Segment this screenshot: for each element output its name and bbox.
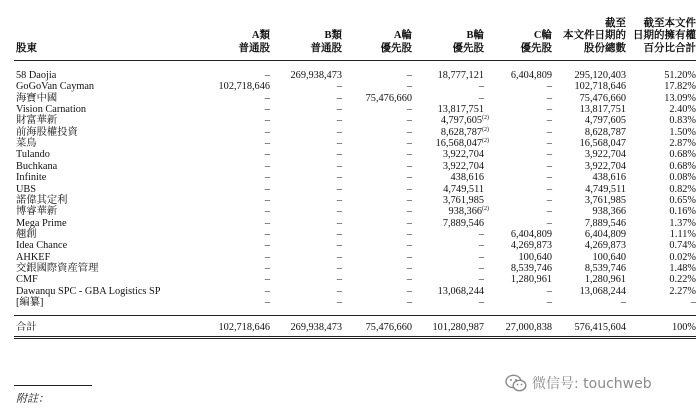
header-col-ownership-line3: 百分比合計 (643, 42, 696, 54)
total-divider-top (14, 315, 696, 316)
share-value: 8,628,787 (584, 126, 626, 138)
table-row (0, 252, 700, 263)
share-value: 13,817,751 (579, 104, 626, 116)
share-value: 2.40% (669, 104, 696, 116)
share-value: 8,539,746 (584, 262, 626, 274)
share-value: – (406, 149, 412, 161)
share-value: 75,476,660 (365, 92, 412, 104)
share-value: 0.16% (669, 206, 696, 218)
table-row (0, 286, 700, 297)
table-row (0, 161, 700, 172)
shareholder-name: 菜鳥 (16, 138, 37, 150)
share-value: – (264, 126, 270, 138)
share-value-text: 8,628,787 (440, 126, 482, 138)
shareholder-name: Infinite (16, 172, 47, 184)
header-col-a-line1: A類 (251, 30, 270, 41)
shareholder-name: Dawanqu SPC - GBA Logistics SP (16, 285, 161, 297)
share-value (449, 206, 489, 217)
total-value: 576,415,604 (574, 322, 626, 333)
share-value: – (406, 138, 412, 150)
share-value: – (406, 251, 412, 263)
shareholder-name: AHKEF (16, 251, 51, 263)
share-value: 13,817,751 (437, 104, 484, 116)
share-value: – (546, 160, 552, 172)
share-value: 0.08% (669, 172, 696, 184)
share-value: 1.48% (669, 262, 696, 274)
table-row (0, 115, 700, 126)
share-value: 438,616 (450, 172, 484, 184)
shareholder-name: Mega Prime (16, 217, 67, 229)
header-col-ownership-line2: 日期的擁有權 (633, 30, 696, 41)
share-value: – (336, 183, 342, 195)
share-value: – (478, 81, 484, 93)
share-value: 13,068,244 (579, 285, 626, 297)
footnote-divider (14, 385, 92, 386)
share-value: – (478, 262, 484, 274)
header-col-ownership-line1: 截至本文件 (643, 17, 696, 29)
share-value: 3,922,704 (584, 149, 626, 161)
footnote-label: 附註： (16, 393, 49, 405)
share-value: – (264, 217, 270, 229)
share-value (436, 138, 489, 149)
share-value: – (478, 92, 484, 104)
shareholder-name: CMF (16, 274, 38, 286)
header-shareholder: 股東 (16, 42, 37, 54)
share-value: – (336, 160, 342, 172)
share-value-text: 938,366 (448, 206, 482, 218)
share-value: 13,068,244 (437, 285, 484, 297)
share-value: 0.68% (669, 160, 696, 172)
table-row (0, 206, 700, 217)
header-col-series-c-line1: C輪 (533, 30, 552, 41)
share-value: – (264, 160, 270, 172)
table-row (0, 274, 700, 285)
total-value: 75,476,660 (365, 322, 412, 333)
share-value: – (264, 297, 270, 308)
share-value: – (546, 183, 552, 195)
total-value: 102,718,646 (218, 322, 270, 333)
share-value (441, 127, 489, 138)
share-value: – (546, 126, 552, 138)
share-value: – (546, 81, 552, 93)
share-value: 75,476,660 (579, 92, 626, 104)
share-value: 938,366 (592, 206, 626, 218)
share-value: – (620, 297, 626, 308)
share-value: – (478, 297, 484, 308)
table-row (0, 229, 700, 240)
header-col-ownership-pct (606, 0, 696, 58)
watermark-text: 微信号: touchweb (532, 376, 652, 392)
total-value: 101,280,987 (432, 322, 484, 333)
share-value: 4,749,511 (443, 183, 484, 195)
share-value: 1,280,961 (584, 274, 626, 286)
share-value: – (336, 206, 342, 218)
share-value: 6,404,809 (584, 228, 626, 240)
share-value: – (336, 228, 342, 240)
share-value: – (336, 285, 342, 297)
shareholder-name: 諾偉其定利 (16, 194, 68, 206)
share-value: 8,539,746 (510, 262, 552, 274)
table-row (0, 240, 700, 251)
share-value: 1.11% (669, 228, 696, 240)
footnote-marker: (2) (482, 138, 489, 145)
header-col-b-line2: 普通股 (310, 42, 342, 54)
share-value: – (546, 149, 552, 161)
shareholder-name: 前海股權投資 (16, 126, 78, 138)
total-divider-bottom-2 (14, 338, 696, 339)
shareholder-name: 財富華新 (16, 115, 58, 127)
share-value: – (406, 104, 412, 116)
total-value: 100% (671, 322, 696, 333)
share-value: 2.27% (669, 285, 696, 297)
share-value: 51.20% (664, 70, 696, 81)
footnote-marker: (2) (482, 126, 489, 133)
share-value: – (336, 262, 342, 274)
share-value: 0.65% (669, 194, 696, 206)
table-row (0, 81, 700, 92)
header-col-series-a-line1: A輪 (393, 30, 412, 41)
table-header (0, 0, 700, 58)
share-value: 4,269,873 (584, 240, 626, 252)
wechat-icon (505, 374, 527, 392)
share-value: 102,718,646 (218, 81, 270, 93)
table-row (0, 70, 700, 81)
header-col-b-line1: B類 (324, 30, 342, 41)
share-value: – (546, 172, 552, 184)
share-value: – (336, 194, 342, 206)
share-value: 269,938,473 (290, 70, 342, 81)
share-value: – (478, 274, 484, 286)
share-value: 102,718,646 (574, 81, 626, 93)
table-row (0, 93, 700, 104)
share-value: – (406, 228, 412, 240)
watermark (505, 371, 652, 395)
share-value: – (406, 194, 412, 206)
shareholder-name: UBS (16, 183, 37, 195)
shareholder-name: [編纂] (16, 297, 44, 308)
total-label: 合計 (16, 322, 37, 333)
share-value: 7,889,546 (584, 217, 626, 229)
share-value: – (264, 194, 270, 206)
share-value: 0.22% (669, 274, 696, 286)
total-row (0, 322, 700, 333)
share-value: – (478, 228, 484, 240)
share-value: – (264, 240, 270, 252)
total-divider-bottom-1 (14, 336, 696, 337)
share-value: 1,280,961 (510, 274, 552, 286)
table-row (0, 195, 700, 206)
share-value: 17.82% (664, 81, 696, 93)
share-value: – (406, 115, 412, 127)
header-divider (14, 60, 696, 61)
header-col-total-shares-line1: 截至 (605, 17, 626, 29)
share-value: 0.74% (669, 240, 696, 252)
table-row (0, 104, 700, 115)
share-value: 6,404,809 (510, 228, 552, 240)
share-value: – (546, 104, 552, 116)
share-value: – (406, 172, 412, 184)
share-value: – (406, 274, 412, 286)
table-row (0, 138, 700, 149)
share-value (441, 115, 489, 126)
header-col-total-shares-line2: 本文件日期的 (563, 30, 626, 41)
table-row (0, 172, 700, 183)
share-value: – (406, 81, 412, 93)
share-value: – (546, 138, 552, 150)
share-value: 438,616 (592, 172, 626, 184)
share-value: – (406, 217, 412, 229)
share-value: 2.87% (669, 138, 696, 150)
table-row (0, 218, 700, 229)
share-value-text: 16,568,047 (435, 138, 482, 150)
share-value: – (264, 92, 270, 104)
share-value: – (406, 126, 412, 138)
share-value: 0.82% (669, 183, 696, 195)
share-value: 6,404,809 (510, 70, 552, 81)
shareholder-name: Vision Carnation (16, 104, 87, 116)
share-value: 16,568,047 (579, 138, 626, 150)
share-value: – (336, 92, 342, 104)
share-value: – (264, 285, 270, 297)
share-value: – (406, 183, 412, 195)
header-col-series-a-line2: 優先股 (380, 42, 412, 54)
shareholder-name: 翹創 (16, 228, 37, 240)
share-value: 0.68% (669, 149, 696, 161)
header-col-a-line2: 普通股 (238, 42, 270, 54)
share-value: – (336, 172, 342, 184)
share-value: 3,922,704 (584, 160, 626, 172)
footnote-marker: (2) (482, 115, 489, 122)
share-value: – (264, 228, 270, 240)
header-col-series-c-line2: 優先股 (520, 42, 552, 54)
shareholder-name: 海寶中國 (16, 92, 58, 104)
shareholder-name: Idea Chance (16, 240, 68, 252)
header-col-series-b-line1: B輪 (466, 30, 484, 41)
share-value: – (336, 115, 342, 127)
shareholder-name: GoGoVan Cayman (16, 81, 95, 93)
share-value: 4,749,511 (585, 183, 626, 195)
header-col-series-b-line2: 優先股 (452, 42, 484, 54)
share-value: – (478, 240, 484, 252)
share-value: – (478, 251, 484, 263)
share-value: 0.83% (669, 115, 696, 127)
share-value: – (264, 104, 270, 116)
share-value: – (546, 194, 552, 206)
share-value: 13.09% (664, 92, 696, 104)
share-value: – (336, 138, 342, 150)
shareholder-name: Buchkana (16, 160, 58, 172)
share-value: 7,889,546 (442, 217, 484, 229)
share-value-text: 4,797,605 (440, 115, 482, 127)
share-value: – (336, 104, 342, 116)
share-value: – (546, 217, 552, 229)
share-value: – (406, 160, 412, 172)
share-value: – (406, 285, 412, 297)
share-value: – (546, 285, 552, 297)
share-value: – (264, 262, 270, 274)
share-value: – (336, 297, 342, 308)
share-value: 295,120,403 (574, 70, 626, 81)
share-value: – (264, 172, 270, 184)
share-value: 18,777,121 (437, 70, 484, 81)
share-value: 0.02% (669, 251, 696, 263)
table-row (0, 297, 700, 308)
share-value: 3,922,704 (442, 149, 484, 161)
table-row (0, 263, 700, 274)
share-value: – (406, 262, 412, 274)
share-value: 3,922,704 (442, 160, 484, 172)
share-value: 4,269,873 (510, 240, 552, 252)
table-row (0, 127, 700, 138)
share-value: – (336, 81, 342, 93)
share-value: – (336, 217, 342, 229)
share-value: – (264, 70, 270, 81)
shareholder-name: 交銀國際資産管理 (16, 262, 99, 274)
share-value: 100,640 (592, 251, 626, 263)
share-value: – (336, 149, 342, 161)
table-row (0, 149, 700, 160)
share-value: – (690, 297, 696, 308)
share-value: – (336, 126, 342, 138)
share-value: 4,797,605 (584, 115, 626, 127)
share-value: – (264, 149, 270, 161)
share-value: – (546, 92, 552, 104)
shareholder-name: 58 Daojia (16, 70, 57, 81)
share-value: 1.50% (669, 126, 696, 138)
share-value: 3,761,985 (442, 194, 484, 206)
share-value: 1.37% (669, 217, 696, 229)
footnote-marker: (2) (482, 206, 489, 213)
share-value: – (264, 206, 270, 218)
share-value: – (264, 251, 270, 263)
share-value: – (264, 115, 270, 127)
share-value: – (336, 274, 342, 286)
shareholder-name: 博睿華新 (16, 206, 58, 218)
share-value: – (406, 240, 412, 252)
total-value: 269,938,473 (290, 322, 342, 333)
header-col-total-shares-line3: 股份總數 (584, 42, 626, 54)
table-row (0, 184, 700, 195)
share-value: – (406, 206, 412, 218)
share-value: – (546, 297, 552, 308)
total-value: 27,000,838 (505, 322, 552, 333)
share-value: – (406, 297, 412, 308)
share-value: – (546, 115, 552, 127)
share-value: – (264, 274, 270, 286)
share-value: – (336, 240, 342, 252)
share-value: 3,761,985 (584, 194, 626, 206)
share-value: – (264, 138, 270, 150)
share-value: – (406, 70, 412, 81)
share-value: – (264, 183, 270, 195)
shareholder-name: Tulando (16, 149, 50, 161)
share-value: 100,640 (518, 251, 552, 263)
share-value: – (336, 251, 342, 263)
share-value: – (546, 206, 552, 218)
